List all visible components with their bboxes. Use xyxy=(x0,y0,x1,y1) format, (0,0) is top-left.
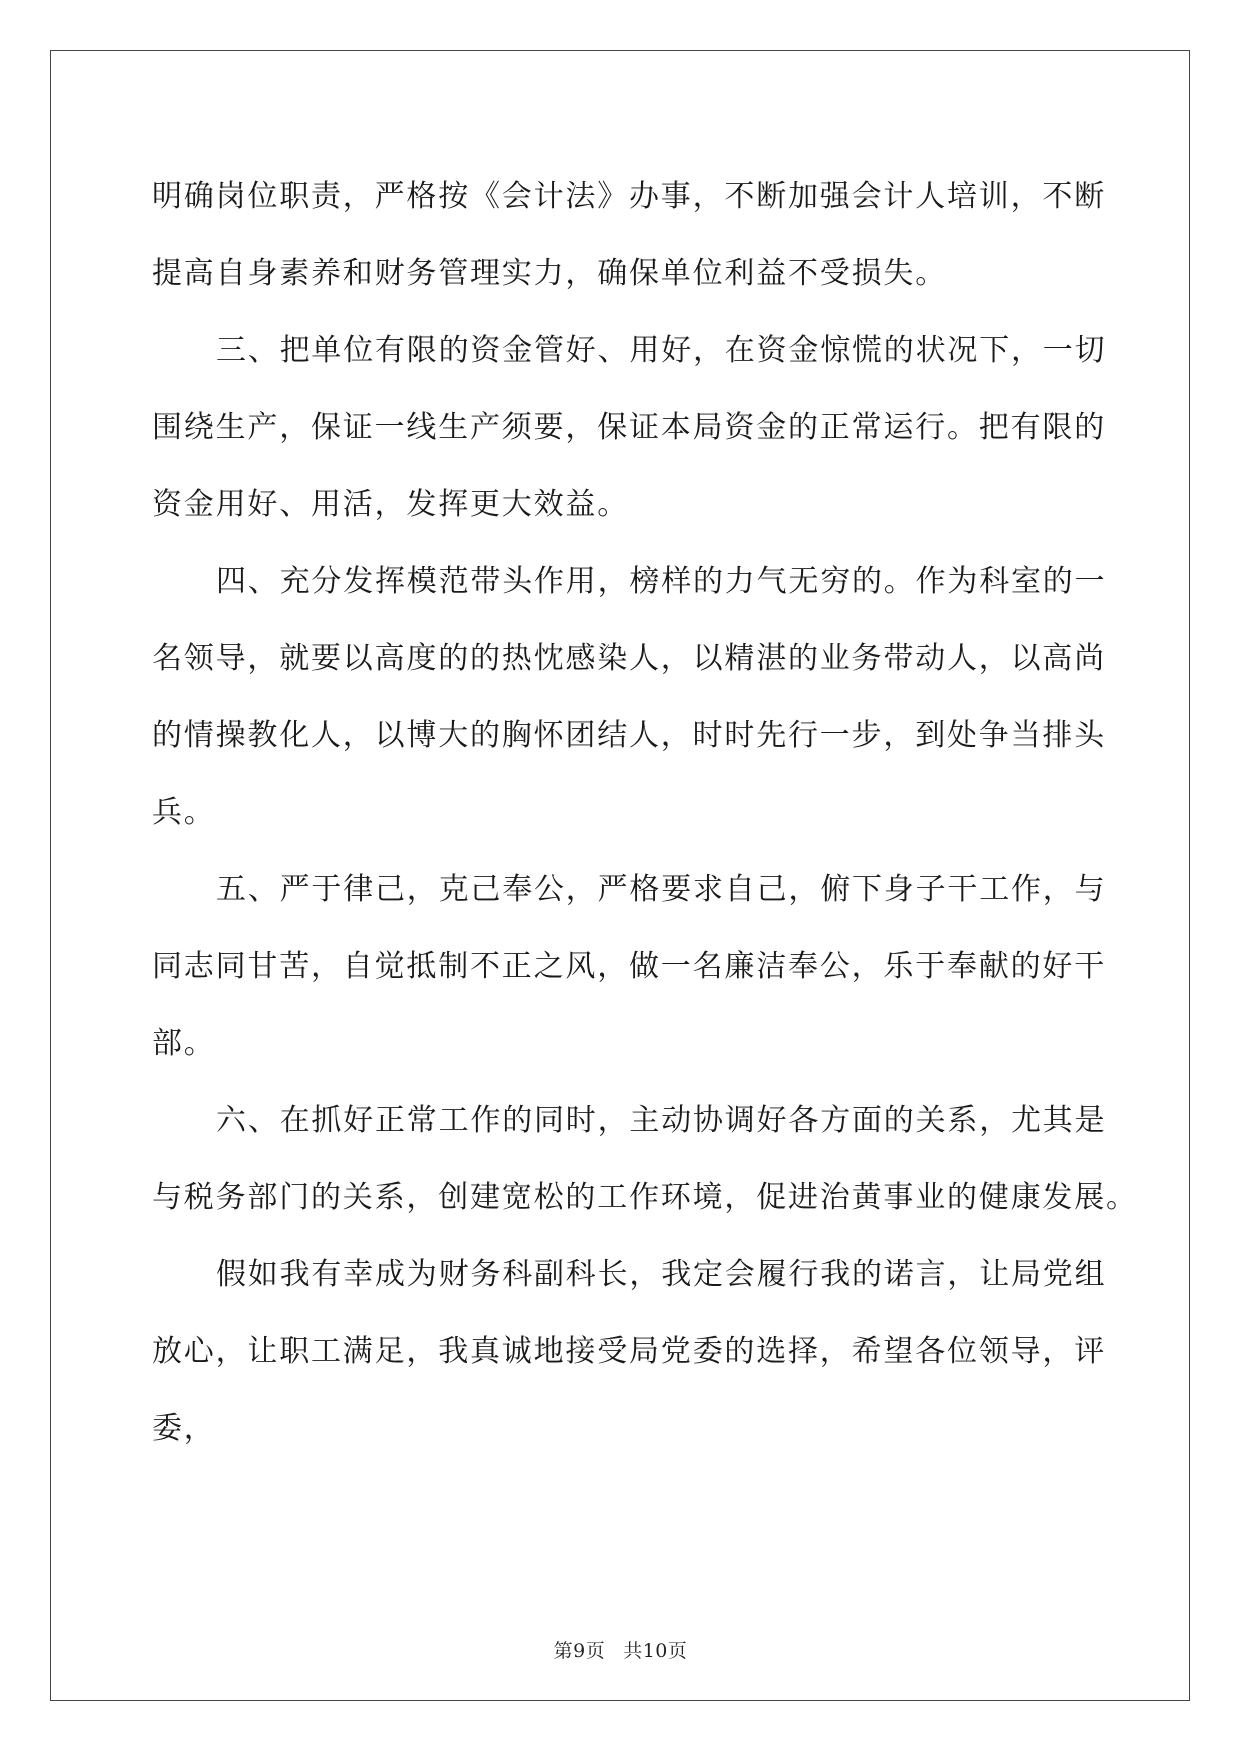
text-line: 提高自身素养和财务管理实力，确保单位利益不受损失。 xyxy=(152,256,947,291)
paragraph-start-line: 六、在抓好正常工作的同时，主动协调好各方面的关系，尤其是 xyxy=(216,1103,1107,1138)
text-line: 委， xyxy=(152,1411,216,1446)
paragraph-start-line: 假如我有幸成为财务科副科长，我定会履行我的诺言，让局党组 xyxy=(216,1257,1107,1292)
page-footer xyxy=(0,1636,1241,1663)
page-total: 共10页 xyxy=(623,1640,688,1662)
text-line: 资金用好、用活，发挥更大效益。 xyxy=(152,487,629,522)
text-line: 同志同甘苦，自觉抵制不正之风，做一名廉洁奉公，乐于奉献的好干 xyxy=(152,949,1106,984)
text-line: 放心，让职工满足，我真诚地接受局党委的选择，希望各位领导，评 xyxy=(152,1334,1106,1369)
paragraph-start-line: 五、严于律己，克己奉公，严格要求自己，俯下身子干工作，与 xyxy=(216,872,1107,907)
document-body xyxy=(152,158,1138,1467)
page-number: 第9页 xyxy=(553,1640,606,1662)
text-line: 明确岗位职责，严格按《会计法》办事，不断加强会计人培训，不断 xyxy=(152,179,1106,214)
text-line: 部。 xyxy=(152,1026,216,1061)
text-line: 名领导，就要以高度的的热忱感染人，以精湛的业务带动人，以高尚 xyxy=(152,641,1106,676)
paragraph-start-line: 四、充分发挥模范带头作用，榜样的力气无穷的。作为科室的一 xyxy=(216,564,1107,599)
text-line: 兵。 xyxy=(152,795,216,830)
text-line: 围绕生产，保证一线生产须要，保证本局资金的正常运行。把有限的 xyxy=(152,410,1106,445)
text-line: 的情操教化人，以博大的胸怀团结人，时时先行一步，到处争当排头 xyxy=(152,718,1106,753)
text-line: 与税务部门的关系，创建宽松的工作环境，促进治黄事业的健康发展。 xyxy=(152,1180,1138,1215)
paragraph-start-line: 三、把单位有限的资金管好、用好，在资金惊慌的状况下，一切 xyxy=(216,333,1107,368)
